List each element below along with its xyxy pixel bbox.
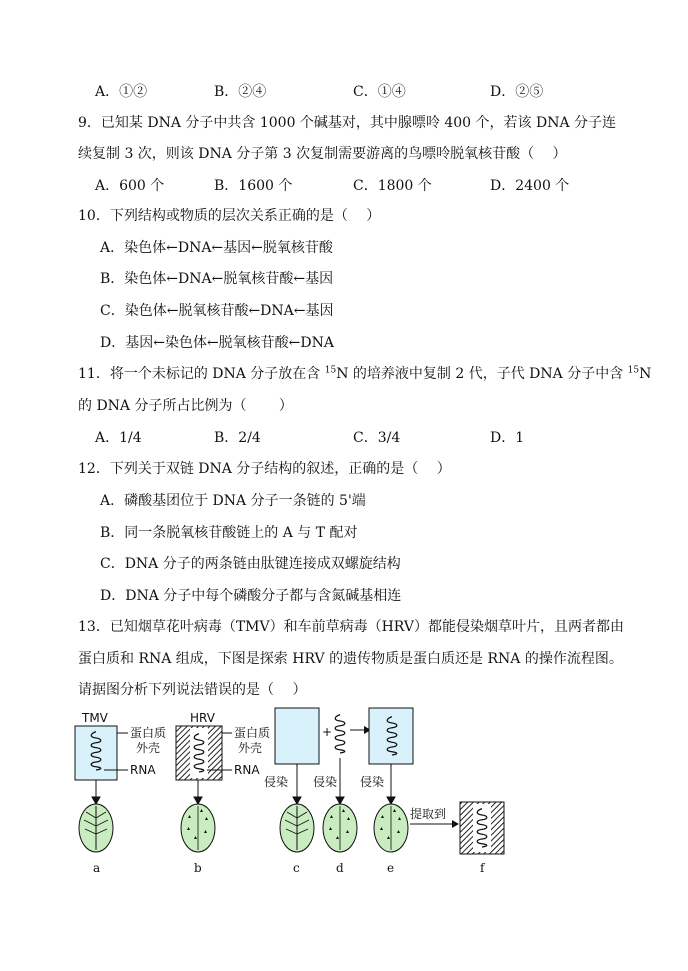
q10-option-c: C．染色体←脱氧核苷酸←DNA←基因 (100, 303, 334, 319)
infect-label-2: 侵染 (313, 775, 338, 789)
leaf-a (79, 804, 113, 852)
extract-label: 提取到 (410, 807, 447, 821)
label-c: c (293, 861, 300, 875)
q11-option-d: D．1 (490, 430, 525, 446)
q9-option-c: C．1800 个 (353, 178, 432, 194)
q9-stem-line2: 续复制 3 次，则该 DNA 分子第 3 次复制需要游离的鸟嘌呤脱氧核苷酸（ ） (78, 146, 567, 162)
hrv-shell-label: 外壳 (238, 741, 263, 755)
q12-option-c: C．DNA 分子的两条链由肽键连接成双螺旋结构 (100, 556, 401, 572)
q8-option-d: D．②⑤ (490, 84, 544, 100)
q8-option-c: C．①④ (353, 84, 406, 100)
q13-stem-line1: 13．已知烟草花叶病毒（TMV）和车前草病毒（HRV）都能侵染烟草叶片，且两者都由 (78, 619, 624, 635)
leaf-e (374, 804, 408, 852)
q12-option-b: B．同一条脱氧核苷酸链上的 A 与 T 配对 (100, 525, 358, 541)
tmv-protein-only-box (275, 708, 319, 764)
tmv-label: TMV (82, 711, 108, 725)
q11-text-c: N (639, 366, 652, 382)
leaf-b (181, 804, 215, 852)
q12-option-d: D．DNA 分子中每个磷酸分子都与含氮碱基相连 (100, 588, 402, 604)
q12-option-a: A．磷酸基团位于 DNA 分子一条链的 5'端 (100, 493, 366, 509)
infect-label-1: 侵染 (264, 775, 289, 789)
q11-stem-line1 (78, 364, 651, 384)
q13-stem-line2: 蛋白质和 RNA 组成，下图是探索 HRV 的遗传物质是蛋白质还是 RNA 的操作流程图。 (78, 651, 623, 667)
tmv-shell-label: 外壳 (136, 741, 161, 755)
q11-superscript-1: 15 (324, 365, 337, 376)
leaf-c (280, 804, 314, 852)
hrv-label: HRV (190, 711, 215, 725)
label-e: e (387, 861, 395, 875)
q9-option-a: A．600 个 (95, 178, 165, 194)
hrv-rna-isolated (335, 715, 345, 753)
label-f: f (480, 861, 485, 875)
q9-option-d: D．2400 个 (490, 178, 570, 194)
label-b: b (194, 861, 202, 875)
hrv-protein-label: 蛋白质 (234, 726, 271, 740)
q13-stem-line3: 请据图分析下列说法错误的是（ ） (78, 682, 307, 698)
q11-stem-line2: 的 DNA 分子所占比例为（ ） (78, 398, 293, 414)
q11-option-b: B．2/4 (214, 430, 261, 446)
q8-option-b: B．②④ (214, 84, 267, 100)
q11-superscript-2: 15 (627, 365, 640, 376)
q10-option-b: B．染色体←DNA←脱氧核苷酸←基因 (100, 271, 334, 287)
infect-label-3: 侵染 (360, 775, 385, 789)
q11-text-a: 11．将一个未标记的 DNA 分子放在含 (78, 366, 325, 382)
q8-option-a: A．①② (95, 84, 148, 100)
q10-option-d: D．基因←染色体←脱氧核苷酸←DNA (100, 335, 335, 351)
q9-option-b: B．1600 个 (214, 178, 293, 194)
plus-sign: + (322, 725, 333, 739)
label-a: a (93, 861, 101, 875)
q11-text-b: N 的培养液中复制 2 代，子代 DNA 分子中含 (336, 366, 628, 382)
label-d: d (336, 861, 344, 875)
leaf-d (323, 804, 357, 852)
q12-stem: 12．下列关于双链 DNA 分子结构的叙述，正确的是（ ） (78, 461, 451, 477)
q11-option-c: C．3/4 (353, 430, 401, 446)
virus-experiment-figure (60, 700, 530, 880)
q10-stem: 10．下列结构或物质的层次关系正确的是（ ） (78, 208, 381, 224)
q9-stem-line1: 9．已知某 DNA 分子中共含 1000 个碱基对，其中腺嘌呤 400 个，若该 DNA 分子连 (78, 115, 617, 131)
hrv-rna-label: RNA (234, 763, 260, 777)
tmv-rna-label: RNA (130, 763, 156, 777)
q10-option-a: A．染色体←DNA←基因←脱氧核苷酸 (100, 240, 333, 256)
q11-option-a: A．1/4 (95, 430, 142, 446)
tmv-protein-label: 蛋白质 (130, 726, 167, 740)
